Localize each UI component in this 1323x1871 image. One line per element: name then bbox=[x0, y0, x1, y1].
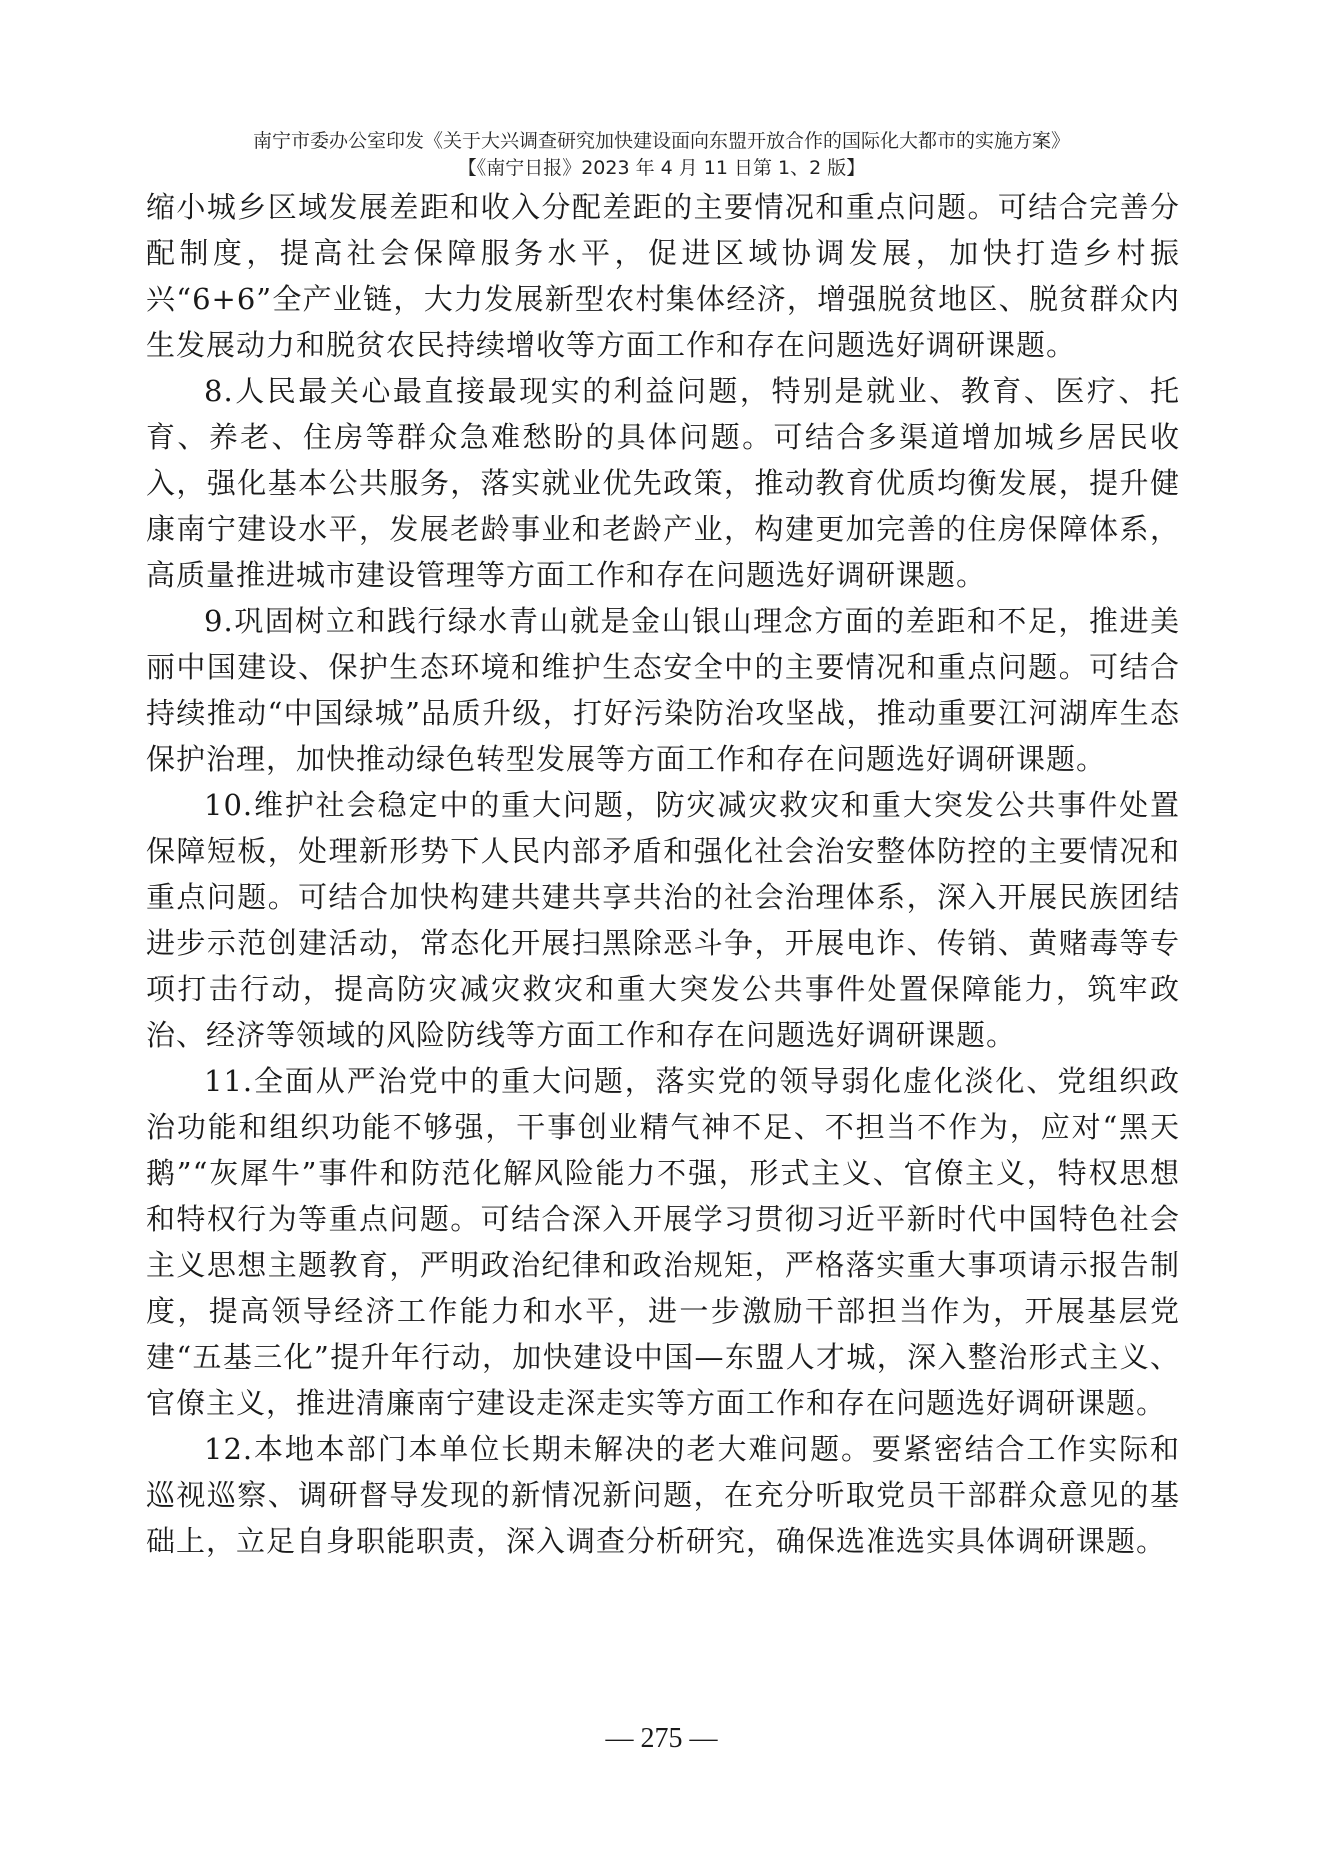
header-title: 南宁市委办公室印发《关于大兴调查研究加快建设面向东盟开放合作的国际化大都市的实施方案》 bbox=[252, 130, 1070, 152]
paragraph-continued: 缩小城乡区域发展差距和收入分配差距的主要情况和重点问题。可结合完善分配制度，提高社会保障服务水平，促进区域协调发展，加快打造乡村振兴“6+6”全产业链，大力发展新型农村集体经济，增强脱贫地区、脱贫群众内生发展动力和脱贫农民持续增收等方面工作和存在问题选好调研课题。 bbox=[146, 190, 1180, 362]
paragraph-item-10: 10.维护社会稳定中的重大问题，防灾减灾救灾和重大突发公共事件处置保障短板，处理新形势下人民内部矛盾和强化社会治安整体防控的主要情况和重点问题。可结合加快构建共建共享共治的社会治理体系，深入开展民族团结进步示范创建活动，常态化开展扫黑除恶斗争，开展电诈、传销、黄赌毒等专项打击行动，提高防灾减灾救灾和重大突发公共事件处置保障能力，筑牢政治、经济等领域的风险防线等方面工作和存在问题选好调研课题。 bbox=[146, 788, 1180, 1052]
paragraph-item-12: 12.本地本部门本单位长期未解决的老大难问题。要紧密结合工作实际和巡视巡察、调研督导发现的新情况新问题，在充分听取党员干部群众意见的基础上，立足自身职能职责，深入调查分析研究，确保选准选实具体调研课题。 bbox=[146, 1432, 1180, 1558]
page-number: — 275 — bbox=[605, 1723, 718, 1754]
page-header bbox=[0, 128, 1323, 182]
document-body bbox=[146, 184, 1180, 1564]
paragraph-item-9: 9.巩固树立和践行绿水青山就是金山银山理念方面的差距和不足，推进美丽中国建设、保护生态环境和维护生态安全中的主要情况和重点问题。可结合持续推动“中国绿城”品质升级，打好污染防治攻坚战，推动重要江河湖库生态保护治理，加快推动绿色转型发展等方面工作和存在问题选好调研课题。 bbox=[146, 604, 1180, 776]
paragraph-item-11: 11.全面从严治党中的重大问题，落实党的领导弱化虚化淡化、党组织政治功能和组织功能不够强，干事创业精气神不足、不担当不作为，应对“黑天鹅”“灰犀牛”事件和防范化解风险能力不强，形式主义、官僚主义，特权思想和特权行为等重点问题。可结合深入开展学习贯彻习近平新时代中国特色社会主义思想主题教育，严明政治纪律和政治规矩，严格落实重大事项请示报告制度，提高领导经济工作能力和水平，进一步激励干部担当作为，开展基层党建“五基三化”提升年行动，加快建设中国—东盟人才城，深入整治形式主义、官僚主义，推进清廉南宁建设走深走实等方面工作和存在问题选好调研课题。 bbox=[146, 1064, 1180, 1420]
paragraph-item-8: 8.人民最关心最直接最现实的利益问题，特别是就业、教育、医疗、托育、养老、住房等群众急难愁盼的具体问题。可结合多渠道增加城乡居民收入，强化基本公共服务，落实就业优先政策，推动教育优质均衡发展，提升健康南宁建设水平，发展老龄事业和老龄产业，构建更加完善的住房保障体系，高质量推进城市建设管理等方面工作和存在问题选好调研课题。 bbox=[146, 374, 1180, 592]
header-source: 【《南宁日报》2023 年 4 月 11 日第 1、2 版】 bbox=[457, 157, 866, 179]
